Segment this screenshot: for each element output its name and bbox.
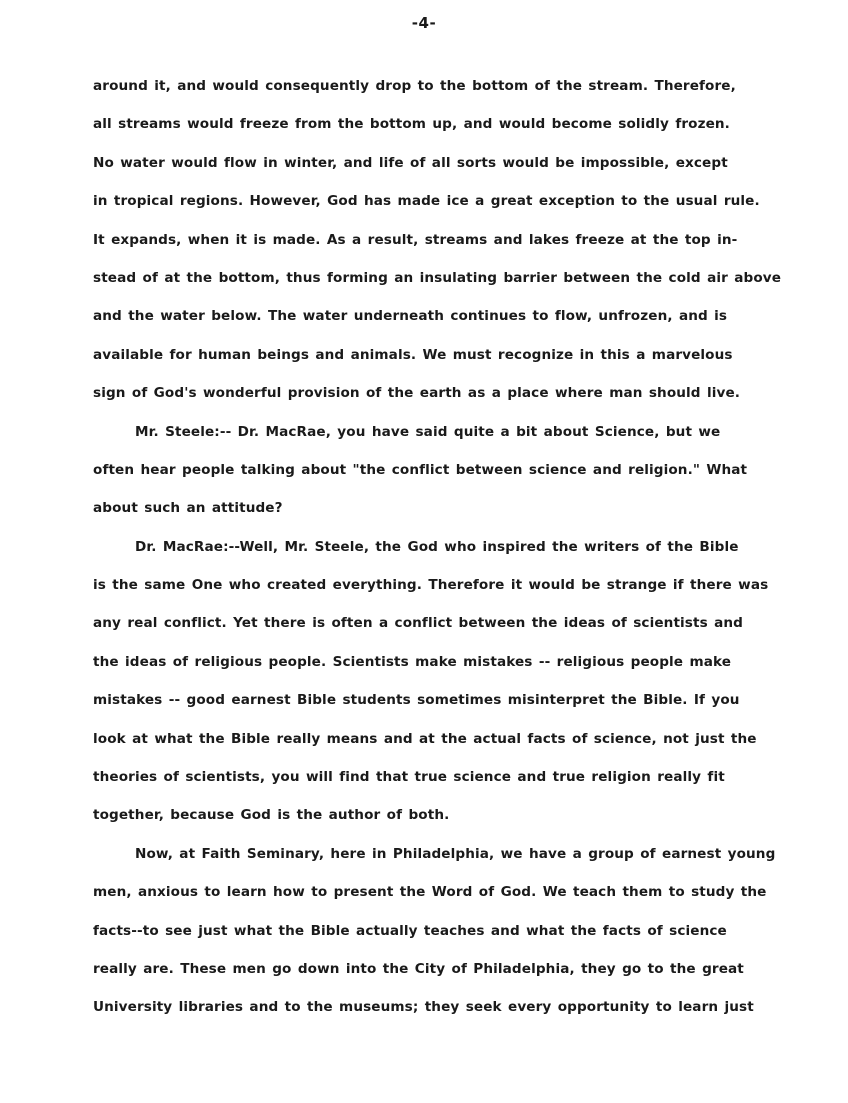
text-line: and the water below. The water underneath continues to flow, unfrozen, and is [93, 308, 728, 325]
text-line: sign of God's wonderful provision of the earth as a place where man should live. [93, 385, 741, 402]
body-text [93, 72, 805, 1032]
text-line: any real conflict. Yet there is often a conflict between the ideas of scientists and [93, 615, 743, 632]
text-line: No water would flow in winter, and life of all sorts would be impossible, except [93, 154, 728, 171]
text-line: It expands, when it is made. As a result, streams and lakes freeze at the top in- [93, 231, 738, 248]
text-line: about such an attitude? [93, 500, 283, 517]
text-line: theories of scientists, you will find that true science and true religion really fit [93, 769, 725, 786]
text-line: University libraries and to the museums; they seek every opportunity to learn just [93, 999, 754, 1016]
text-line: stead of at the bottom, thus forming an insulating barrier between the cold air above [93, 269, 782, 286]
text-line: Now, at Faith Seminary, here in Philadelphia, we have a group of earnest young [135, 845, 776, 862]
text-line: look at what the Bible really means and at the actual facts of science, not just the [93, 730, 757, 747]
text-line: really are. These men go down into the City of Philadelphia, they go to the great [93, 960, 744, 977]
text-line: Mr. Steele:-- Dr. MacRae, you have said quite a bit about Science, but we [135, 423, 721, 440]
text-line: around it, and would consequently drop to the bottom of the stream. Therefore, [93, 78, 736, 94]
text-line: often hear people talking about "the conflict between science and religion." What [93, 461, 748, 478]
text-line: available for human beings and animals. We must recognize in this a marvelous [93, 346, 733, 363]
text-line: is the same One who created everything. Therefore it would be strange if there was [93, 577, 769, 594]
text-line: men, anxious to learn how to present the Word of God. We teach them to study the [93, 884, 767, 901]
page-number: -4- [411, 14, 437, 32]
text-line: in tropical regions. However, God has made ice a great exception to the usual rule. [93, 193, 760, 210]
text-line: mistakes -- good earnest Bible students sometimes misinterpret the Bible. If you [93, 692, 740, 709]
text-line: Dr. MacRae:--Well, Mr. Steele, the God who inspired the writers of the Bible [135, 538, 739, 555]
text-line: together, because God is the author of both. [93, 807, 450, 824]
text-line: all streams would freeze from the bottom up, and would become solidly frozen. [93, 116, 730, 133]
text-line: the ideas of religious people. Scientists make mistakes -- religious people make [93, 653, 732, 670]
text-line: facts--to see just what the Bible actually teaches and what the facts of science [93, 922, 727, 939]
